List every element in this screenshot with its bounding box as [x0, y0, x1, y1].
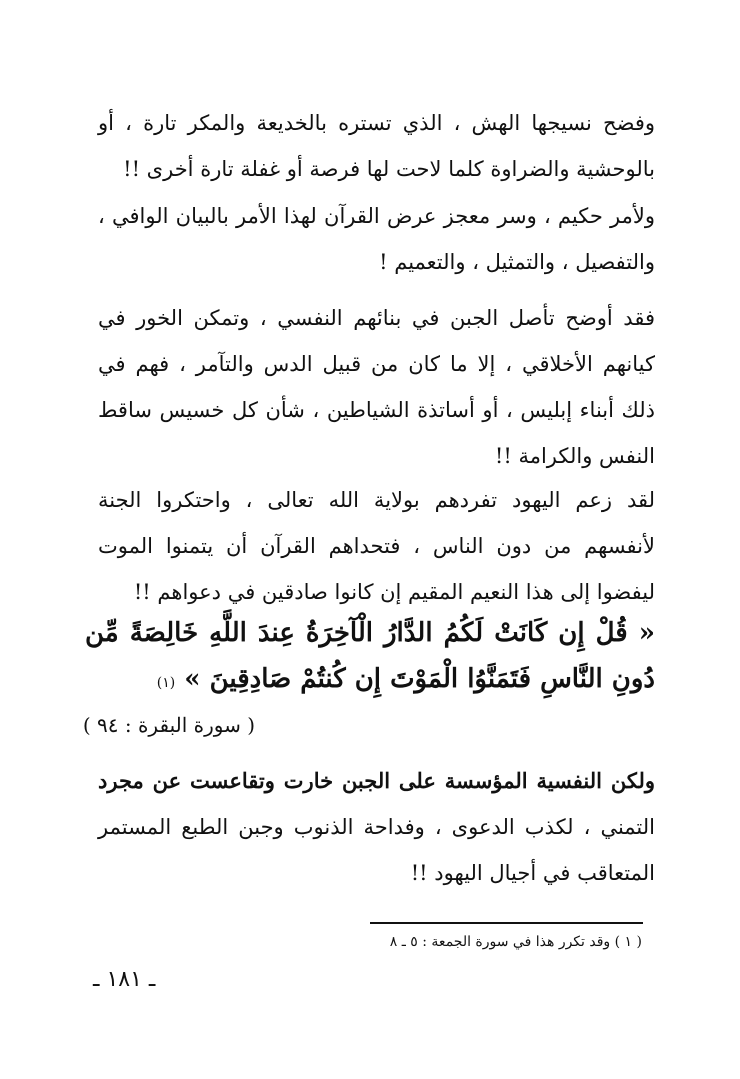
page-number: ـ ١٨١ ـ: [93, 967, 156, 992]
paragraph-4: لقد زعم اليهود تفردهم بولاية الله تعالى ، واحتكروا الجنة لأنفسهم من دون الناس ، فتحداهم القرآن أن يتمنوا الموت ليفضوا إلى هذا النعيم المقيم إن كانوا صادقين في دعواهم !!: [98, 488, 655, 604]
paragraph-3: فقد أوضح تأصل الجبن في بنائهم النفسي ، وتمكن الخور في كيانهم الأخلاقي ، إلا ما كان من قبيل الدس والتآمر ، فهم في ذلك أبناء إبليس ، أو أساتذة الشياطين ، شأن كل خسيس ساقط النفس والكرامة !!: [98, 306, 656, 468]
paragraph-5: [98, 758, 655, 896]
verse-footnote-ref: (١): [156, 675, 176, 691]
footnote: ( ١ ) وقد تكرر هذا في سورة الجمعة : ٥ ـ ٨: [389, 934, 642, 950]
paragraph-5-lead: ولكن النفسية المؤسسة على الجبن خارت وتقاعست عن مجرد: [98, 768, 655, 793]
paragraph-5-rest: التمني ، لكذب الدعوى ، وفداحة الذنوب وجبن الطبع المستمر المتعاقب في أجيال اليهود !!: [98, 815, 655, 885]
paragraph-2: ولأمر حكيم ، وسر معجز عرض القرآن لهذا الأمر بالبيان الوافي ، والتفصيل ، والتمثيل ، والتعميم !: [98, 204, 655, 274]
surah-reference: ( سورة البقرة : ٩٤ ): [82, 713, 255, 737]
paragraph-1: وفضح نسيجها الهش ، الذي تستره بالخديعة والمكر تارة ، أو بالوحشية والضراوة كلما لاحت لها فرصة أو غفلة تارة أخرى !!: [98, 111, 655, 181]
quran-verse-text: « قُلْ إِن كَانَتْ لَكُمُ الدَّارُ الْآخِرَةُ عِندَ اللَّهِ خَالِصَةً مِّن دُونِ النَّاسِ فَتَمَنَّوُا الْمَوْتَ إِن كُنتُمْ صَادِقِينَ »: [85, 618, 655, 694]
footnote-divider: [370, 922, 643, 924]
quran-verse: [85, 610, 655, 706]
